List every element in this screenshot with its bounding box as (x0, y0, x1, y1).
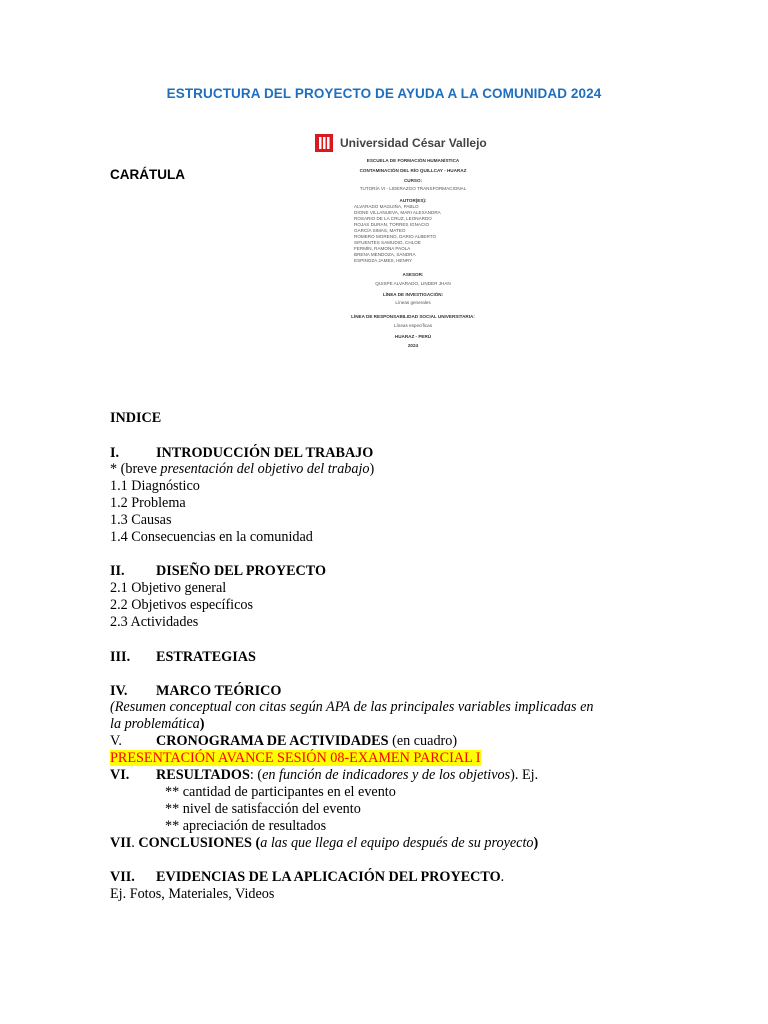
section-number: VI. (110, 767, 130, 783)
section-title: INTRODUCCIÓN DEL TRABAJO (156, 445, 374, 461)
section-4-note-line2 (110, 716, 204, 733)
cover-author: GARCÍA SIMAS, MATEO (354, 228, 406, 233)
cover-year: 2024 (407, 343, 419, 348)
note-text: * (breve (110, 461, 161, 477)
ucv-logo-icon (314, 133, 334, 153)
section-title: CRONOGRAMA DE ACTIVIDADES (156, 733, 389, 749)
section-text: . (500, 869, 505, 885)
section-number: I. (110, 445, 120, 461)
section-number: VII. (110, 869, 135, 885)
university-logo (314, 132, 512, 154)
list-item: 1.2 Problema (110, 495, 186, 511)
cover-rsu-label: LÍNEA DE RESPONSABILIDAD SOCIAL UNIVERSITARIA: (351, 314, 475, 319)
cover-author: ROSARIO DE LA CRUZ, LEONARDO (354, 216, 432, 221)
section-6-heading (110, 767, 538, 784)
cover-rsu: Líneas específicas (393, 323, 433, 328)
section-number: IV. (110, 683, 128, 699)
page-title: ESTRUCTURA DEL PROYECTO DE AYUDA A LA COMUNIDAD 2024 (166, 86, 602, 101)
cover-research-label: LÍNEA DE INVESTIGACIÓN: (382, 292, 444, 297)
list-item: 2.2 Objetivos específicos (110, 597, 254, 613)
cover-advisor: QUISPE ALVARADO, LINDER JHAN (375, 281, 451, 286)
cover-advisor-label: ASESOR: (402, 272, 424, 277)
section-3-heading (110, 649, 256, 666)
cover-author: ALVARADO MAGUIÑA, PABLO (354, 204, 419, 209)
note-text: ) (199, 716, 205, 732)
note-italic: presentación del objetivo del trabajo (160, 461, 370, 477)
section-5-heading (110, 733, 457, 750)
note-italic: la problemática (110, 716, 200, 732)
highlighted-milestone (110, 750, 481, 767)
section-number: II. (110, 563, 125, 579)
section-number: VII (110, 835, 132, 851)
section-italic: a las que llega el equipo después de su proyecto (260, 835, 534, 851)
section-text: ). Ej. (510, 767, 539, 783)
section-8-example: Ej. Fotos, Materiales, Videos (110, 886, 275, 902)
section-number: III. (110, 649, 131, 665)
section-title: ESTRATEGIAS (156, 649, 256, 665)
section-italic: en función de indicadores y de los objetivos (262, 767, 511, 783)
highlight-text: PRESENTACIÓN AVANCE SESIÓN 08-EXAMEN PARCIAL I (110, 750, 481, 766)
cover-course: TUTORÍA VI - LIDERAZGO TRANSFORMACIONAL (359, 186, 467, 191)
section-2-heading (110, 563, 326, 580)
cover-author: ROMERO MORENO, DARIO ALBERTO (354, 234, 437, 239)
cover-city: HUARAZ - PERÚ (394, 334, 432, 339)
cover-author: DIONE VILLANUEVA, MARI ALEXANDRA (354, 210, 441, 215)
list-item: ** nivel de satisfacción del evento (165, 801, 361, 817)
cover-page-image (314, 132, 512, 354)
section-8-heading (110, 869, 504, 886)
list-item: 1.3 Causas (110, 512, 172, 528)
cover-author: BRENA MENDOZA, SANDRA (354, 252, 416, 257)
cover-school: ESCUELA DE FORMACIÓN HUMANÍSTICA (366, 158, 460, 163)
section-4-heading (110, 683, 281, 700)
section-suffix: (en cuadro) (388, 733, 458, 749)
university-name: Universidad César Vallejo (340, 136, 487, 150)
section-text: ) (533, 835, 539, 851)
list-item: 1.1 Diagnóstico (110, 478, 200, 494)
cover-author: ROJAS DURAN, TORRES IGNACIO (354, 222, 430, 227)
cover-author: FERMÍN, RAMONA PAOLA (354, 246, 411, 251)
cover-authors-label: AUTOR(ES): (399, 198, 427, 203)
cover-project: CONTAMINACIÓN DEL RÍO QUILLCAY - HUARAZ (359, 168, 467, 173)
section-text: : ( (249, 767, 263, 783)
section-number: V. (110, 733, 122, 749)
section-title: CONCLUSIONES ( (138, 835, 261, 851)
list-item: 2.3 Actividades (110, 614, 199, 630)
section-title: DISEÑO DEL PROYECTO (156, 563, 327, 579)
section-1-note (110, 461, 374, 478)
list-item: 2.1 Objetivo general (110, 580, 227, 596)
section-7-heading (110, 835, 538, 852)
index-heading: INDICE (110, 410, 162, 426)
section-title: EVIDENCIAS DE LA APLICACIÓN DEL PROYECTO (156, 869, 501, 885)
list-item: ** apreciación de resultados (165, 818, 327, 834)
cover-research-line: Líneas generales (395, 300, 431, 305)
section-4-note-line1: (Resumen conceptual con citas según APA de las principales variables implicadas en (110, 699, 594, 715)
cover-author: SIFUENTES SAMUDIO, CHLOE (354, 240, 421, 245)
section-text: . (131, 835, 139, 851)
caratula-heading: CARÁTULA (110, 167, 185, 182)
cover-author: ESPINOZA JAMES, HENRY (354, 258, 413, 263)
list-item: 1.4 Consecuencias en la comunidad (110, 529, 313, 545)
list-item: ** cantidad de participantes en el evento (165, 784, 396, 800)
section-title: MARCO TEÓRICO (156, 683, 282, 699)
cover-course-label: CURSO: (403, 178, 423, 183)
section-title: RESULTADOS (156, 767, 250, 783)
note-text: ) (369, 461, 375, 477)
section-1-heading (110, 445, 373, 462)
